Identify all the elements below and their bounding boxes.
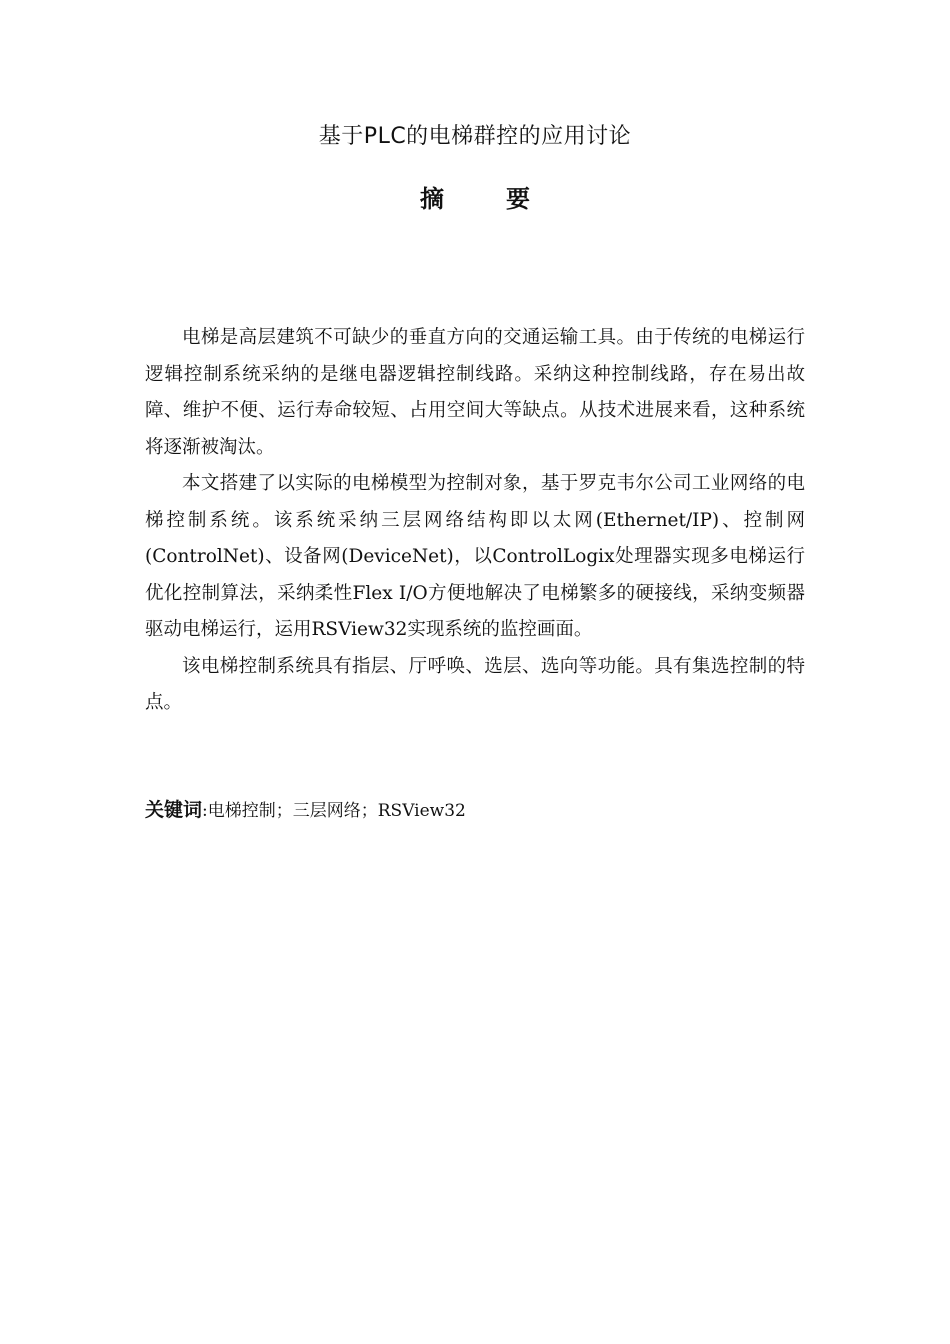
keywords-values: 电梯控制；三层网络；RSView32	[207, 801, 466, 821]
abstract-paragraph-2: 本文搭建了以实际的电梯模型为控制对象，基于罗克韦尔公司工业网络的电梯控制系统。该系统采纳三层网络结构即以太网(Ethernet/IP)、控制网(ControlNet)、设备网(DeviceNet)，以ControlLogix处理器实现多电梯运行优化控制算法，采纳柔性Flex I/O方便地解决了电梯繁多的硬接线，采纳变频器驱动电梯运行，运用RSView32实现系统的监控画面。	[145, 473, 805, 640]
abstract-heading	[0, 183, 950, 215]
abstract-heading-char-2: 要	[506, 185, 530, 213]
keywords-line	[145, 795, 805, 826]
abstract-paragraph-1: 电梯是高层建筑不可缺少的垂直方向的交通运输工具。由于传统的电梯运行逻辑控制系统采纳的是继电器逻辑控制线路。采纳这种控制线路，存在易出故障、维护不便、运行寿命较短、占用空间大等缺点。从技术进展来看，这种系统将逐渐被淘汰。	[145, 327, 805, 458]
abstract-heading-char-1: 摘	[420, 185, 444, 213]
document-title: 基于PLC的电梯群控的应用讨论	[318, 124, 632, 149]
keywords-separator: :	[202, 801, 208, 821]
abstract-body	[145, 320, 805, 722]
abstract-paragraph-3: 该电梯控制系统具有指层、厅呼唤、选层、选向等功能。具有集选控制的特点。	[145, 655, 805, 713]
keywords-label: 关键词	[145, 799, 203, 821]
